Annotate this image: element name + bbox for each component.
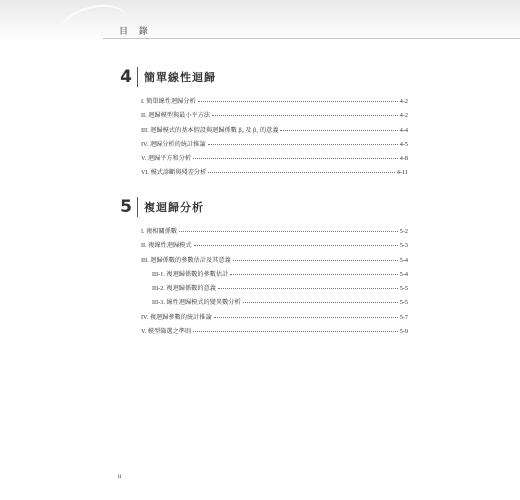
toc-entry-label: III. 迴歸係數的參數估計及其意義 — [141, 256, 231, 264]
toc-entry-label: II. 複線性迴歸模式 — [141, 242, 192, 250]
dot-leader — [193, 331, 398, 332]
toc-entry-page: 4-2 — [399, 98, 408, 105]
dot-leader — [243, 302, 398, 303]
toc-entry-page: 4-8 — [399, 155, 408, 163]
toc-subentry[interactable] — [141, 297, 408, 311]
dot-leader — [194, 245, 398, 246]
toc-entry-page: 5-4 — [399, 270, 408, 278]
toc-entry-label: IV. 迴歸分析的統計推論 — [141, 140, 206, 148]
toc-entry-label: VI. 模式診斷與殘差分析 — [141, 169, 207, 177]
toc-entry[interactable] — [141, 226, 408, 240]
page-title: 目 錄 — [119, 27, 152, 37]
toc-entry-label: III-1. 複迴歸係數的參數估計 — [152, 270, 229, 278]
chapter-number: 4 — [120, 67, 132, 87]
toc-entry-label: III. 迴歸模式的基本假設與迴歸係數 β₀ 及 β₁ 的意義 — [141, 126, 279, 134]
toc-entry[interactable] — [141, 255, 408, 269]
dot-leader — [208, 172, 395, 173]
toc-entry-page: 5-2 — [399, 228, 408, 235]
toc-subentry[interactable] — [141, 269, 408, 283]
toc-entry-label: I. 簡單線性迴歸分析 — [141, 98, 196, 105]
toc-entry-label: II. 迴歸模型與最小平方法 — [141, 112, 211, 120]
toc-entry[interactable] — [141, 240, 408, 254]
toc-entry-page: 4-2 — [399, 112, 408, 120]
toc-entry-page: 4-4 — [399, 126, 408, 134]
toc-entry[interactable] — [141, 153, 408, 167]
toc-entry-page: 5-7 — [399, 313, 408, 321]
dot-leader — [214, 317, 398, 318]
toc-entry[interactable] — [141, 326, 408, 340]
toc-entry-label: IV. 複迴歸參數的統計推論 — [141, 313, 212, 321]
toc-entry-label: I. 複相關係數 — [141, 228, 178, 235]
dot-leader — [198, 101, 398, 102]
chapter-title: 簡單線性迴歸 — [144, 71, 216, 84]
toc-entry-label: V. 模型篩選之準則 — [141, 328, 192, 336]
toc-entry[interactable] — [141, 125, 408, 139]
chapter-title: 複迴歸分析 — [144, 201, 204, 214]
chapter-4-section — [118, 66, 408, 182]
toc-entry-page: 4-11 — [396, 169, 408, 177]
toc-entry-page: 5-5 — [399, 285, 408, 293]
toc-entry-page: 5-9 — [399, 328, 408, 336]
toc-entry[interactable] — [141, 96, 408, 110]
chapter-5-section — [118, 196, 408, 340]
toc-entry[interactable] — [141, 167, 408, 181]
chapter-heading — [118, 66, 408, 88]
page-number: ii — [118, 474, 122, 480]
dot-leader — [280, 130, 397, 131]
toc-entry[interactable] — [141, 312, 408, 326]
toc-entry-page: 5-5 — [399, 299, 408, 307]
toc-entry-page: 4-5 — [399, 140, 408, 148]
chapter-number: 5 — [120, 197, 132, 217]
toc-entry[interactable] — [141, 139, 408, 153]
toc-entry-label: III-3. 線性迴歸模式的變異數分析 — [152, 299, 241, 307]
toc-list — [141, 226, 408, 340]
toc-entry-label: V. 迴歸平方和分析 — [141, 155, 192, 163]
dot-leader — [179, 231, 398, 232]
chapter-divider — [137, 197, 138, 217]
toc-entry-page: 5-3 — [399, 242, 408, 250]
chapter-heading — [118, 196, 408, 218]
dot-leader — [212, 115, 398, 116]
dot-leader — [218, 288, 398, 289]
toc-list — [141, 96, 408, 182]
toc-subentry[interactable] — [141, 283, 408, 297]
dot-leader — [233, 260, 398, 261]
toc-entry-label: III-2. 複迴歸係數的意義 — [152, 285, 216, 293]
dot-leader — [208, 144, 398, 145]
dot-leader — [193, 158, 398, 159]
chapter-divider — [137, 67, 138, 87]
toc-entry[interactable] — [141, 110, 408, 124]
dot-leader — [230, 274, 397, 275]
toc-entry-page: 5-4 — [399, 256, 408, 264]
header-divider — [103, 38, 520, 39]
